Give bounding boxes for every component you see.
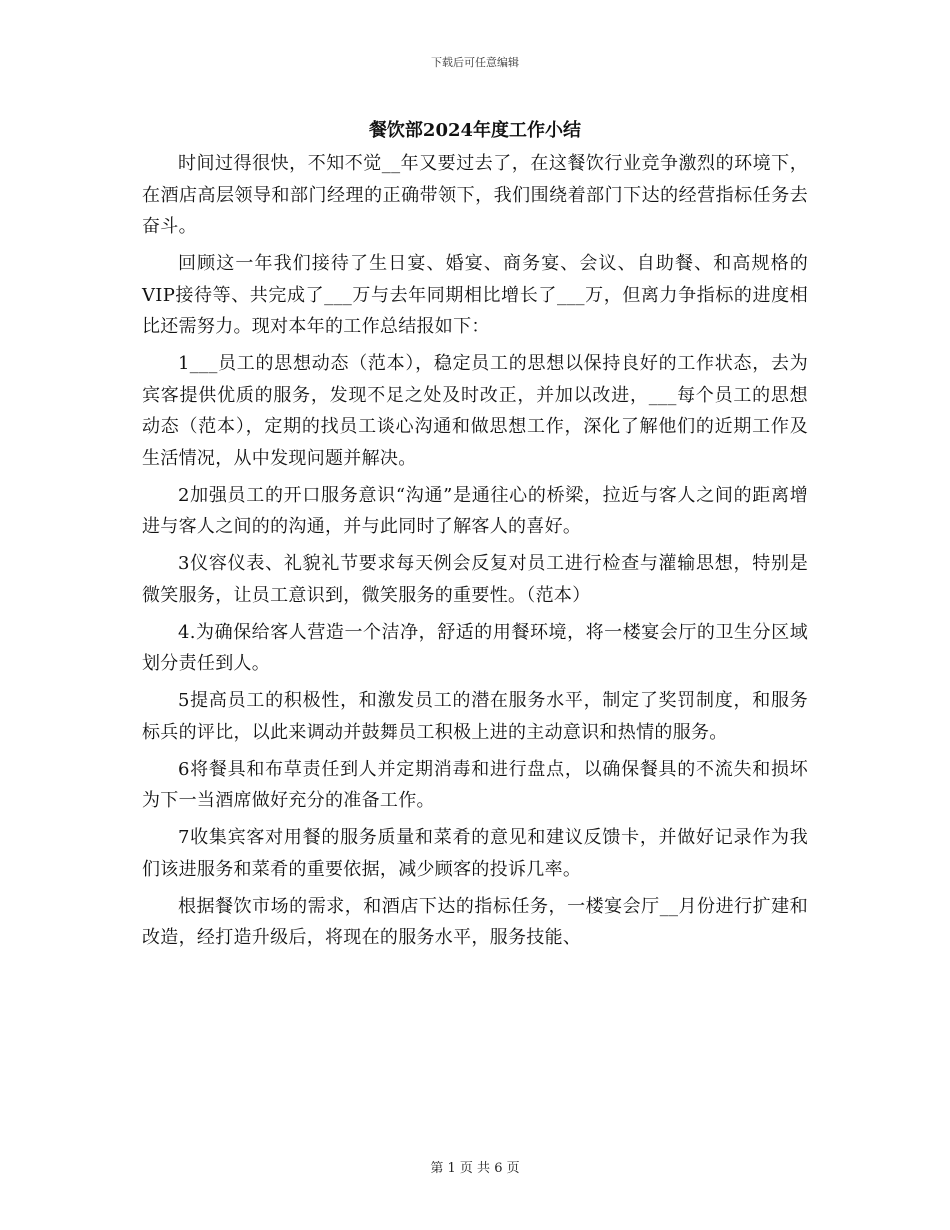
paragraph: 1___员工的思想动态（范本），稳定员工的思想以保持良好的工作状态，去为宾客提供优质的服务，发现不足之处及时改正，并加以改进，___每个员工的思想动态（范本），定期的找员工谈心沟通和做思想工作，深化了解他们的近期工作及生活情况，从中发现问题并解决。 bbox=[142, 353, 808, 469]
paragraph: 4.为确保给客人营造一个洁净，舒适的用餐环境，将一楼宴会厅的卫生分区域划分责任到人。 bbox=[142, 621, 808, 674]
page-header: 下载后可任意编辑 bbox=[431, 56, 519, 69]
paragraph: 时间过得很快，不知不觉__年又要过去了，在这餐饮行业竞争激烈的环境下，在酒店高层领导和部门经理的正确带领下，我们围绕着部门下达的经营指标任务去奋斗。 bbox=[142, 153, 808, 237]
paragraph: 7收集宾客对用餐的服务质量和菜肴的意见和建议反馈卡，并做好记录作为我们该进服务和菜肴的重要依据，减少顾客的投诉几率。 bbox=[142, 827, 808, 880]
document-body bbox=[142, 148, 808, 959]
paragraph: 2加强员工的开口服务意识“沟通”是通往心的桥梁，拉近与客人之间的距离增进与客人之间的的沟通，并与此同时了解客人的喜好。 bbox=[142, 484, 808, 537]
paragraph: 回顾这一年我们接待了生日宴、婚宴、商务宴、会议、自助餐、和高规格的VIP接待等、共完成了___万与去年同期相比增长了___万，但离力争指标的进度相比还需努力。现对本年的工作总结报如下： bbox=[142, 253, 808, 337]
document-title: 餐饮部2024年度工作小结 bbox=[368, 120, 582, 141]
paragraph: 5提高员工的积极性，和激发员工的潜在服务水平，制定了奖罚制度，和服务标兵的评比，以此来调动并鼓舞员工积极上进的主动意识和热情的服务。 bbox=[142, 690, 808, 743]
paragraph: 6将餐具和布草责任到人并定期消毒和进行盘点，以确保餐具的不流失和损坏为下一当酒席做好充分的准备工作。 bbox=[142, 758, 808, 811]
paragraph: 根据餐饮市场的需求，和酒店下达的指标任务，一楼宴会厅__月份进行扩建和改造，经打造升级后，将现在的服务水平，服务技能、 bbox=[142, 895, 808, 948]
page-number: 第 1 页 共 6 页 bbox=[430, 1161, 520, 1176]
paragraph: 3仪容仪表、礼貌礼节要求每天例会反复对员工进行检查与灌输思想，特别是微笑服务，让员工意识到，微笑服务的重要性。（范本） bbox=[142, 553, 808, 606]
